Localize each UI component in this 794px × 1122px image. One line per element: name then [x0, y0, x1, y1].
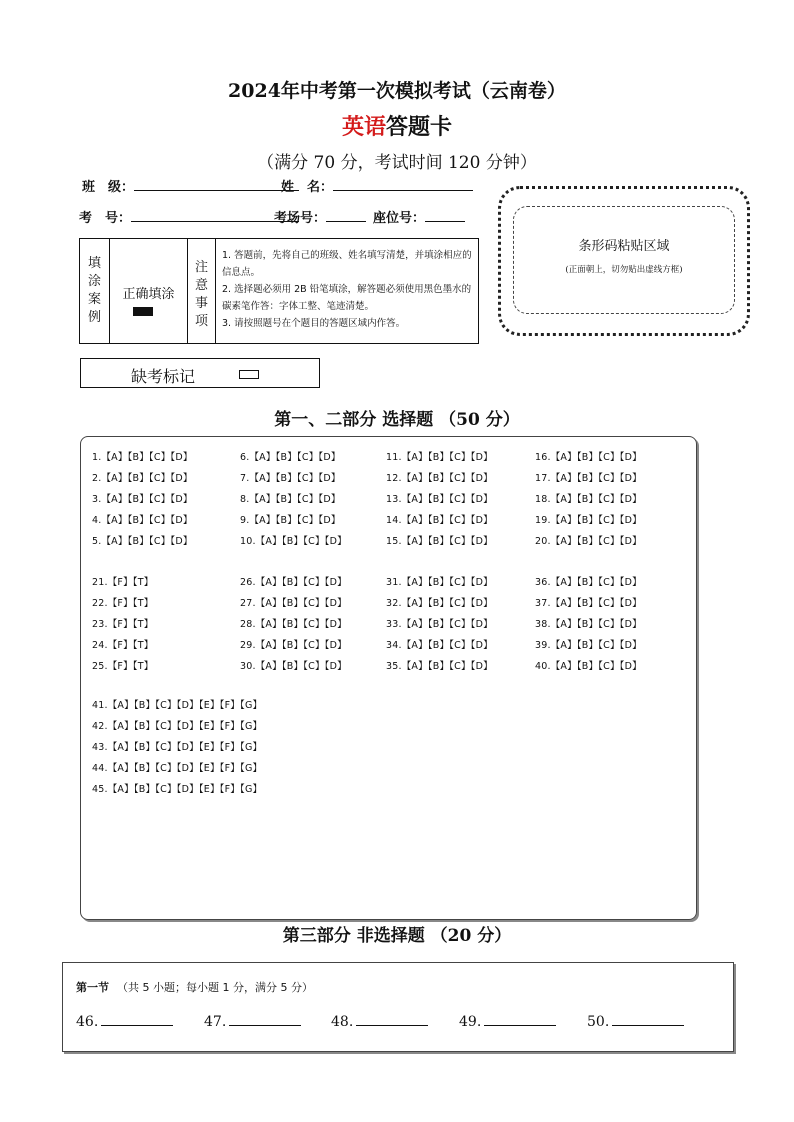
answer-options[interactable]: 【A】【B】【C】【D】 [550, 515, 642, 526]
absent-label: 缺考标记 [131, 367, 196, 386]
question-26[interactable] [240, 574, 347, 588]
exam-title: 2024年中考第一次模拟考试（云南卷） [228, 80, 566, 102]
question-number: 31. [386, 577, 402, 588]
answer-options[interactable]: 【A】【B】【C】【D】 [255, 640, 347, 651]
answer-line[interactable] [101, 1011, 173, 1026]
answer-options[interactable]: 【F】【T】 [107, 661, 154, 672]
question-number: 42. [92, 721, 108, 732]
question-number: 25. [92, 661, 108, 672]
filled-mark-example [133, 307, 153, 316]
subject-label: 英语 [341, 114, 386, 140]
answer-options[interactable]: 【A】【B】【C】【D】 [550, 577, 642, 588]
answer-options[interactable]: 【A】【B】【C】【D】 [101, 473, 193, 484]
answer-options[interactable]: 【A】【B】【C】【D】 [401, 619, 493, 630]
question-5[interactable] [92, 533, 193, 547]
question-1[interactable] [92, 449, 193, 463]
class-line[interactable] [134, 178, 299, 191]
answer-options[interactable]: 【A】【B】【C】【D】 [550, 661, 642, 672]
fill-section-label: 第一节 [76, 981, 109, 994]
correct-example-cell [110, 239, 188, 343]
answer-options[interactable]: 【A】【B】【C】【D】 [401, 473, 493, 484]
question-number: 38. [535, 619, 551, 630]
question-number: 36. [535, 577, 551, 588]
card-label: 答题卡 [386, 114, 453, 140]
blank-number: 50. [587, 1014, 610, 1030]
question-9[interactable] [240, 512, 341, 526]
answer-options[interactable]: 【A】【B】【C】【D】 [401, 640, 493, 651]
notice-header-cell [188, 239, 216, 343]
question-3[interactable] [92, 491, 193, 505]
answer-options[interactable]: 【F】【T】 [107, 598, 154, 609]
answer-options[interactable]: 【A】【B】【C】【D】 [255, 598, 347, 609]
question-11[interactable] [386, 449, 493, 463]
notice-item: 1. 答题前，先将自己的班级、姓名填写清楚，并填涂相应的信息点。 [222, 250, 472, 278]
question-number: 40. [535, 661, 551, 672]
room-field[interactable] [274, 207, 366, 226]
barcode-paste-area [513, 206, 735, 314]
question-41[interactable] [92, 697, 262, 711]
answer-options[interactable]: 【A】【B】【C】【D】【E】【F】【G】 [107, 721, 263, 732]
question-15[interactable] [386, 533, 493, 547]
question-number: 44. [92, 763, 108, 774]
question-number: 28. [240, 619, 256, 630]
question-29[interactable] [240, 637, 347, 651]
question-number: 12. [386, 473, 402, 484]
fill-answer-area [62, 962, 734, 1052]
blank-48[interactable] [331, 1011, 428, 1030]
answer-options[interactable]: 【A】【B】【C】【D】 [255, 661, 347, 672]
question-18[interactable] [535, 491, 642, 505]
question-27[interactable] [240, 595, 347, 609]
section1-title: 第一、二部分 选择题 （50 分） [274, 410, 520, 430]
question-39[interactable] [535, 637, 642, 651]
question-number: 9. [240, 515, 250, 526]
answer-options[interactable]: 【A】【B】【C】【D】 [401, 536, 493, 547]
class-field[interactable] [82, 176, 299, 195]
question-28[interactable] [240, 616, 347, 630]
question-6[interactable] [240, 449, 341, 463]
question-44[interactable] [92, 760, 262, 774]
question-number: 14. [386, 515, 402, 526]
notice-label: 注意事项 [194, 260, 208, 329]
notice-item: 2. 选择题必须用 2B 铅笔填涂，解答题必须使用黑色墨水的碳素笔作答：字体工整、笔迹清楚。 [222, 284, 472, 312]
name-field[interactable] [281, 176, 473, 195]
question-19[interactable] [535, 512, 642, 526]
question-42[interactable] [92, 718, 262, 732]
question-36[interactable] [535, 574, 642, 588]
question-number: 22. [92, 598, 108, 609]
choice-answer-area [80, 436, 697, 920]
answer-options[interactable]: 【A】【B】【C】【D】【E】【F】【G】 [107, 763, 263, 774]
answer-options[interactable]: 【F】【T】 [107, 640, 154, 651]
answer-options[interactable]: 【A】【B】【C】【D】 [550, 619, 642, 630]
seat-label: 座位号： [373, 211, 426, 226]
answer-options[interactable]: 【A】【B】【C】【D】【E】【F】【G】 [107, 784, 263, 795]
answer-options[interactable]: 【F】【T】 [107, 577, 154, 588]
answer-options[interactable]: 【A】【B】【C】【D】 [401, 598, 493, 609]
answer-options[interactable]: 【A】【B】【C】【D】 [401, 494, 493, 505]
question-number: 39. [535, 640, 551, 651]
question-number: 6. [240, 452, 250, 463]
section2-title: 第三部分 非选择题 （20 分） [282, 926, 512, 946]
name-label: 姓 名： [281, 180, 334, 195]
question-8[interactable] [240, 491, 341, 505]
notice-table [79, 238, 479, 344]
absent-mark-box [80, 358, 320, 388]
question-25[interactable] [92, 658, 153, 672]
question-number: 33. [386, 619, 402, 630]
answer-options[interactable]: 【F】【T】 [107, 619, 154, 630]
question-number: 45. [92, 784, 108, 795]
card-title [0, 110, 794, 141]
question-number: 34. [386, 640, 402, 651]
question-number: 21. [92, 577, 108, 588]
barcode-note: (正面朝上，切勿贴出虚线方框) [565, 265, 683, 275]
question-number: 29. [240, 640, 256, 651]
question-38[interactable] [535, 616, 642, 630]
question-2[interactable] [92, 470, 193, 484]
answer-line[interactable] [484, 1011, 556, 1026]
question-number: 3. [92, 494, 102, 505]
question-22[interactable] [92, 595, 153, 609]
question-number: 26. [240, 577, 256, 588]
question-10[interactable] [240, 533, 347, 547]
blank-number: 46. [76, 1014, 99, 1030]
question-40[interactable] [535, 658, 642, 672]
question-13[interactable] [386, 491, 493, 505]
example-header-cell [80, 239, 110, 343]
answer-options[interactable]: 【A】【B】【C】【D】 [255, 577, 347, 588]
question-33[interactable] [386, 616, 493, 630]
blank-49[interactable] [459, 1011, 556, 1030]
question-number: 41. [92, 700, 108, 711]
question-number: 43. [92, 742, 108, 753]
question-number: 10. [240, 536, 256, 547]
question-21[interactable] [92, 574, 153, 588]
answer-options[interactable]: 【A】【B】【C】【D】 [550, 452, 642, 463]
class-label: 班 级： [82, 180, 135, 195]
question-4[interactable] [92, 512, 193, 526]
answer-options[interactable]: 【A】【B】【C】【D】 [101, 515, 193, 526]
question-7[interactable] [240, 470, 341, 484]
question-number: 2. [92, 473, 102, 484]
exam-subtitle: （满分 70 分，考试时间 120 分钟） [257, 153, 537, 173]
blank-46[interactable] [76, 1011, 173, 1030]
question-17[interactable] [535, 470, 642, 484]
notice-items [222, 247, 472, 332]
question-43[interactable] [92, 739, 262, 753]
question-number: 18. [535, 494, 551, 505]
question-number: 19. [535, 515, 551, 526]
answer-options[interactable]: 【A】【B】【C】【D】 [101, 536, 193, 547]
answer-options[interactable]: 【A】【B】【C】【D】 [550, 640, 642, 651]
question-number: 5. [92, 536, 102, 547]
name-line[interactable] [333, 178, 473, 191]
answer-options[interactable]: 【A】【B】【C】【D】【E】【F】【G】 [107, 742, 263, 753]
answer-options[interactable]: 【A】【B】【C】【D】 [550, 494, 642, 505]
fill-section-desc: （共 5 小题；每小题 1 分，满分 5 分） [117, 981, 313, 994]
question-30[interactable] [240, 658, 347, 672]
blank-number: 48. [331, 1014, 354, 1030]
blank-number: 49. [459, 1014, 482, 1030]
blank-50[interactable] [587, 1011, 684, 1030]
question-number: 24. [92, 640, 108, 651]
question-number: 13. [386, 494, 402, 505]
question-number: 1. [92, 452, 102, 463]
answer-options[interactable]: 【A】【B】【C】【D】 [249, 452, 341, 463]
question-number: 23. [92, 619, 108, 630]
blank-47[interactable] [204, 1011, 301, 1030]
answer-options[interactable]: 【A】【B】【C】【D】 [401, 452, 493, 463]
question-20[interactable] [535, 533, 642, 547]
question-23[interactable] [92, 616, 153, 630]
question-31[interactable] [386, 574, 493, 588]
question-number: 16. [535, 452, 551, 463]
question-32[interactable] [386, 595, 493, 609]
answer-options[interactable]: 【A】【B】【C】【D】 [255, 536, 347, 547]
exam-no-field[interactable] [79, 207, 299, 226]
answer-line[interactable] [612, 1011, 684, 1026]
question-12[interactable] [386, 470, 493, 484]
answer-options[interactable]: 【A】【B】【C】【D】 [101, 452, 193, 463]
question-37[interactable] [535, 595, 642, 609]
fill-section-header [76, 979, 313, 995]
room-label: 考场号： [274, 211, 327, 226]
question-number: 11. [386, 452, 402, 463]
example-label: 填涂案例 [87, 256, 101, 325]
question-number: 8. [240, 494, 250, 505]
answer-options[interactable]: 【A】【B】【C】【D】 [401, 661, 493, 672]
answer-options[interactable]: 【A】【B】【C】【D】 [101, 494, 193, 505]
room-line[interactable] [326, 209, 366, 222]
question-number: 20. [535, 536, 551, 547]
correct-label: 正确填涂 [122, 287, 175, 302]
answer-options[interactable]: 【A】【B】【C】【D】 [255, 619, 347, 630]
question-number: 27. [240, 598, 256, 609]
question-14[interactable] [386, 512, 493, 526]
question-number: 35. [386, 661, 402, 672]
exam-no-label: 考 号： [79, 211, 132, 226]
question-16[interactable] [535, 449, 642, 463]
question-number: 30. [240, 661, 256, 672]
barcode-title: 条形码粘贴区域 [578, 239, 670, 254]
question-34[interactable] [386, 637, 493, 651]
question-number: 15. [386, 536, 402, 547]
answer-line[interactable] [229, 1011, 301, 1026]
notice-item: 3. 请按照题号在个题目的答题区域内作答。 [222, 318, 406, 329]
answer-options[interactable]: 【A】【B】【C】【D】 [401, 577, 493, 588]
seat-line[interactable] [425, 209, 465, 222]
answer-options[interactable]: 【A】【B】【C】【D】【E】【F】【G】 [107, 700, 263, 711]
answer-options[interactable]: 【A】【B】【C】【D】 [550, 473, 642, 484]
question-number: 17. [535, 473, 551, 484]
answer-options[interactable]: 【A】【B】【C】【D】 [249, 473, 341, 484]
blank-number: 47. [204, 1014, 227, 1030]
answer-options[interactable]: 【A】【B】【C】【D】 [550, 536, 642, 547]
question-number: 37. [535, 598, 551, 609]
answer-options[interactable]: 【A】【B】【C】【D】 [249, 494, 341, 505]
answer-options[interactable]: 【A】【B】【C】【D】 [550, 598, 642, 609]
question-24[interactable] [92, 637, 153, 651]
absent-checkbox[interactable] [239, 370, 259, 379]
answer-line[interactable] [356, 1011, 428, 1026]
answer-options[interactable]: 【A】【B】【C】【D】 [401, 515, 493, 526]
question-35[interactable] [386, 658, 493, 672]
question-number: 7. [240, 473, 250, 484]
question-number: 4. [92, 515, 102, 526]
question-number: 32. [386, 598, 402, 609]
question-45[interactable] [92, 781, 262, 795]
seat-field[interactable] [373, 207, 465, 226]
answer-options[interactable]: 【A】【B】【C】【D】 [249, 515, 341, 526]
